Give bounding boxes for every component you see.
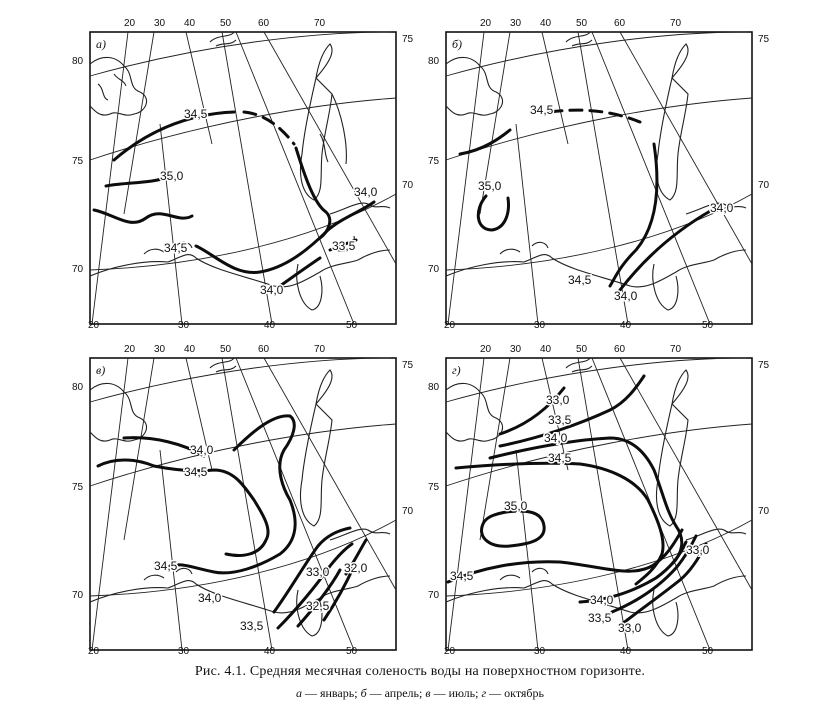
map-frame	[446, 32, 752, 324]
novaya-zemlya	[301, 370, 333, 526]
parallel-75	[90, 98, 396, 160]
tick-bottom: 40	[620, 646, 632, 657]
isoline-label: 34,0	[354, 185, 378, 199]
isohaline-35-0	[482, 511, 545, 546]
tick-left: 80	[428, 56, 440, 67]
tick-left: 70	[72, 264, 84, 275]
tick-top: 60	[614, 344, 626, 355]
tick-top: 50	[220, 344, 232, 355]
svalbard-outline	[90, 57, 147, 115]
tick-top: 20	[124, 18, 136, 29]
tick-left: 75	[72, 482, 84, 493]
parallel-80	[446, 32, 746, 76]
tick-left: 75	[428, 482, 440, 493]
isoline-label: 35,0	[478, 179, 502, 193]
panel-letter: а)	[96, 37, 106, 51]
coastlines	[90, 32, 390, 310]
legend-letter-a: а	[295, 686, 302, 700]
tick-bottom: 50	[702, 646, 714, 657]
tick-top: 70	[670, 18, 682, 29]
kola-coast	[446, 250, 746, 287]
isoline-label: 33,5	[332, 239, 356, 253]
tick-top: 40	[540, 344, 552, 355]
kola-coast	[90, 250, 390, 287]
isohaline-34-5-north	[114, 112, 234, 160]
isoline-labels	[478, 103, 734, 303]
kanin-peninsula	[653, 264, 678, 310]
tick-top: 40	[184, 18, 196, 29]
isoline-label: 34,5	[530, 103, 554, 117]
isoline-label: 32,5	[306, 599, 330, 613]
isoline-label: 34,0	[260, 283, 284, 297]
isoline-label: 35,0	[160, 169, 184, 183]
map-frame	[90, 32, 396, 324]
isoline-label: 34,0	[614, 289, 638, 303]
parallel-80	[446, 358, 746, 402]
isoline-label: 35,0	[504, 499, 528, 513]
parallel-80	[90, 358, 390, 402]
tick-top: 70	[314, 18, 326, 29]
isohaline-35-0-b	[94, 210, 192, 222]
tick-bottom: 50	[702, 320, 714, 331]
meridian-60	[264, 358, 396, 590]
tick-left: 80	[428, 382, 440, 393]
isohaline-34-5-east	[610, 144, 657, 286]
tick-bottom: 40	[264, 320, 276, 331]
isoline-label: 34,5	[450, 569, 474, 583]
parallel-75	[90, 424, 396, 486]
parallel-70	[446, 520, 752, 596]
isohaline-33-5	[500, 376, 644, 446]
meridian-30-north	[124, 32, 154, 214]
tick-left: 70	[72, 590, 84, 601]
tick-top: 30	[510, 344, 522, 355]
legend-letter-v: в	[425, 686, 431, 700]
tick-right: 75	[402, 34, 414, 45]
coastlines	[446, 32, 746, 310]
meridian-60	[620, 32, 752, 264]
tick-top: 20	[480, 18, 492, 29]
legend-text-april: апрель;	[384, 686, 423, 700]
meridian-30-north	[124, 358, 154, 540]
tick-top: 40	[540, 18, 552, 29]
parallel-70	[446, 194, 752, 270]
legend-dash: —	[369, 686, 382, 700]
isoline-label: 33,0	[306, 565, 330, 579]
isoline-label: 33,0	[686, 543, 710, 557]
tick-top: 60	[614, 18, 626, 29]
tick-bottom: 20	[444, 646, 456, 657]
legend-dash: —	[433, 686, 446, 700]
isoline-label: 33,0	[546, 393, 570, 407]
parallel-80	[90, 32, 390, 76]
meridian-20	[92, 32, 128, 324]
tick-bottom: 40	[620, 320, 632, 331]
legend-dash: —	[489, 686, 502, 700]
meridian-20	[448, 358, 484, 650]
svalbard-outline	[446, 383, 503, 441]
tick-top: 60	[258, 18, 270, 29]
tick-top: 40	[184, 344, 196, 355]
parallel-70	[90, 520, 396, 596]
white-sea-islands	[500, 242, 548, 254]
svalbard-outline	[90, 383, 147, 441]
tick-right: 75	[758, 34, 770, 45]
legend-text-january: январь;	[319, 686, 358, 700]
novaya-zemlya	[657, 44, 689, 200]
svalbard-fjords	[98, 74, 126, 100]
tick-right: 70	[758, 180, 770, 191]
meridian-30	[160, 124, 182, 324]
tick-right: 70	[402, 180, 414, 191]
graticule	[90, 32, 396, 324]
map-panel-january	[72, 14, 420, 331]
isohalines	[94, 112, 374, 286]
isoline-label: 34,0	[710, 201, 734, 215]
tick-left: 80	[72, 382, 84, 393]
legend-text-july: июль;	[448, 686, 479, 700]
tick-left: 70	[428, 264, 440, 275]
tick-left: 70	[428, 590, 440, 601]
novaya-zemlya	[657, 370, 689, 526]
meridian-20	[448, 32, 484, 324]
tick-left: 80	[72, 56, 84, 67]
tick-top: 50	[576, 18, 588, 29]
tick-top: 30	[154, 344, 166, 355]
parallel-75	[446, 98, 752, 160]
legend-dash: —	[304, 686, 317, 700]
meridian-20	[92, 358, 128, 650]
tick-bottom: 50	[346, 320, 358, 331]
tick-top: 50	[220, 18, 232, 29]
meridian-30	[160, 450, 182, 650]
tick-top: 20	[124, 344, 136, 355]
map-panel-july	[72, 340, 420, 657]
tick-bottom: 30	[178, 320, 190, 331]
isohaline-34-5-west	[460, 130, 510, 154]
isoline-label: 34,5	[184, 465, 208, 479]
isoline-label: 33,5	[548, 413, 572, 427]
tick-top: 30	[510, 18, 522, 29]
isoline-label: 34,0	[544, 431, 568, 445]
parallel-75	[446, 424, 752, 486]
tick-bottom: 40	[264, 646, 276, 657]
panel-letter: г)	[452, 363, 461, 377]
svalbard-outline	[446, 57, 503, 115]
isoline-label: 32,0	[344, 561, 368, 575]
parallel-70	[90, 194, 396, 270]
tick-left: 75	[72, 156, 84, 167]
meridian-30	[516, 450, 538, 650]
tick-bottom: 20	[444, 320, 456, 331]
meridian-40	[222, 32, 272, 324]
tick-right: 75	[402, 360, 414, 371]
legend-letter-g: г	[481, 686, 487, 700]
tick-top: 30	[154, 18, 166, 29]
tick-right: 75	[758, 360, 770, 371]
figure-caption: Рис. 4.1. Средняя месячная соленость воды на поверхностном горизонте.	[194, 664, 646, 679]
isoline-label: 34,0	[590, 593, 614, 607]
isohaline-34-5-north	[456, 463, 663, 584]
tick-top: 20	[480, 344, 492, 355]
map-panel-april	[428, 14, 776, 331]
white-sea-islands	[500, 568, 548, 580]
isoline-label: 34,5	[548, 451, 572, 465]
panel-letter: б)	[452, 37, 463, 51]
isohaline-34-5-dashed	[244, 112, 294, 144]
isoline-label: 34,5	[164, 241, 188, 255]
tick-bottom: 20	[88, 320, 100, 331]
figure-legend	[0, 686, 840, 701]
panel-letter: в)	[96, 363, 106, 377]
isoline-label: 34,5	[154, 559, 178, 573]
tick-left: 75	[428, 156, 440, 167]
isoline-label: 33,5	[240, 619, 264, 633]
tick-top: 50	[576, 344, 588, 355]
graticule	[90, 358, 396, 650]
tick-right: 70	[758, 506, 770, 517]
isohaline-34-5-south	[196, 202, 374, 272]
meridian-40	[222, 358, 272, 650]
tick-top: 60	[258, 344, 270, 355]
tick-bottom: 30	[534, 646, 546, 657]
graticule	[446, 32, 752, 324]
isohaline-35-0	[478, 196, 508, 230]
isoline-label: 33,5	[588, 611, 612, 625]
meridian-30	[516, 124, 538, 324]
map-frame	[90, 358, 396, 650]
tick-bottom: 30	[178, 646, 190, 657]
isoline-label: 34,0	[198, 591, 222, 605]
isoline-label: 33,0	[618, 621, 642, 635]
legend-text-october: октябрь	[504, 686, 544, 700]
map-panel-october	[428, 340, 776, 657]
isoline-label: 34,5	[568, 273, 592, 287]
tick-bottom: 30	[534, 320, 546, 331]
tick-top: 70	[670, 344, 682, 355]
isoline-label: 34,0	[190, 443, 214, 457]
isoline-label: 34,5	[184, 107, 208, 121]
tick-bottom: 20	[88, 646, 100, 657]
tick-right: 70	[402, 506, 414, 517]
tick-top: 70	[314, 344, 326, 355]
legend-letter-b: б	[360, 686, 367, 700]
isohaline-33-5	[278, 544, 352, 628]
tick-bottom: 50	[346, 646, 358, 657]
coastlines	[90, 358, 390, 636]
